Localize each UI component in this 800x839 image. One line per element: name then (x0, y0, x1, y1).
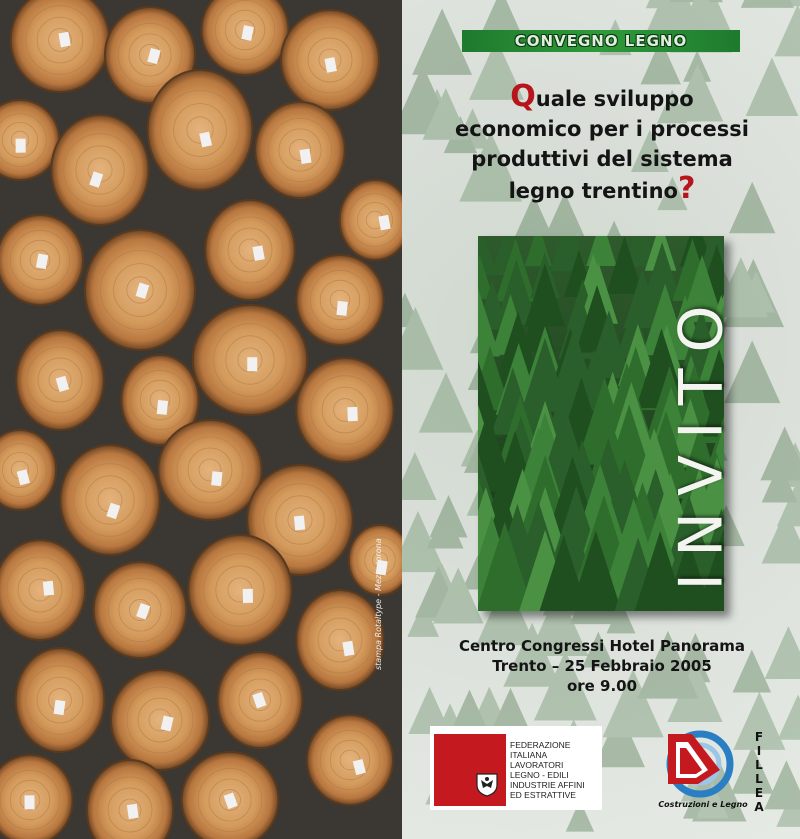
background-tree (419, 372, 473, 432)
log-tag (54, 700, 66, 715)
federation-line: LAVORATORI (510, 760, 564, 770)
fillea-letter: L (755, 772, 763, 786)
header-banner (462, 30, 740, 52)
log-tag (127, 804, 139, 819)
log-end (296, 255, 383, 345)
invitation-panel (402, 0, 800, 839)
venue-info (422, 636, 782, 696)
log-tag (247, 357, 257, 371)
background-tree (760, 426, 800, 480)
federation-line: FEDERAZIONE (510, 740, 571, 750)
title-line-1: uale sviluppo (535, 87, 694, 111)
log-tag (300, 149, 312, 164)
venue-time: ore 9.00 (566, 677, 638, 695)
federation-logo (430, 726, 602, 810)
fillea-letter: I (756, 744, 762, 758)
federation-line: ED ESTRATTIVE (510, 790, 576, 800)
fillea-logo (650, 726, 786, 814)
log-end (111, 670, 209, 770)
banner-label: CONVEGNO LEGNO (514, 32, 688, 50)
log-tag (243, 589, 253, 603)
federation-line: INDUSTRIE AFFINI (510, 780, 585, 790)
background-tree (741, 0, 794, 8)
log-end (158, 420, 262, 520)
log-tag (16, 139, 26, 153)
log-tag (294, 515, 305, 530)
fillea-caption: Costruzioni e Legno (658, 800, 748, 809)
print-credit: stampa Rotaltype - Mezzocorona (374, 538, 383, 670)
event-title (422, 79, 782, 206)
federation-line: LEGNO - EDILI (510, 770, 569, 780)
log-end (0, 540, 85, 640)
log-end (16, 648, 105, 752)
fillea-wordmark (750, 730, 768, 814)
fillea-letter: L (755, 758, 763, 772)
federation-line: ITALIANA (510, 750, 548, 760)
title-question-mark: ? (677, 171, 696, 206)
background-tree (774, 5, 800, 57)
fillea-emblem-icon (650, 726, 750, 800)
fillea-letter: F (754, 730, 764, 744)
venue-name: Centro Congressi Hotel Panorama (458, 637, 745, 655)
venue-date: Trento – 25 Febbraio 2005 (492, 657, 712, 675)
log-end (11, 0, 110, 92)
title-q-letter: Q (510, 79, 536, 114)
title-line-2: economico per i processi (455, 117, 749, 141)
log-tag (336, 301, 347, 316)
log-end (60, 445, 159, 555)
background-tree (402, 452, 437, 500)
fillea-letter: E (754, 786, 764, 800)
log-tag (43, 581, 54, 596)
federation-name (510, 740, 602, 800)
eagle-shield-icon (474, 771, 500, 797)
log-end (296, 590, 384, 690)
log-tag (211, 471, 222, 486)
log-tag (157, 400, 168, 415)
log-end (148, 70, 253, 190)
log-end (205, 200, 295, 300)
title-line-4: legno trentino (508, 179, 678, 203)
log-end (307, 715, 393, 805)
title-line-3: produttivi del sistema (471, 147, 733, 171)
log-tag (24, 795, 34, 809)
fillea-letter: A (754, 800, 764, 814)
log-end (51, 115, 148, 225)
log-tag (347, 407, 358, 421)
invito-text: INVITO (667, 289, 738, 591)
invito-label (667, 270, 738, 610)
